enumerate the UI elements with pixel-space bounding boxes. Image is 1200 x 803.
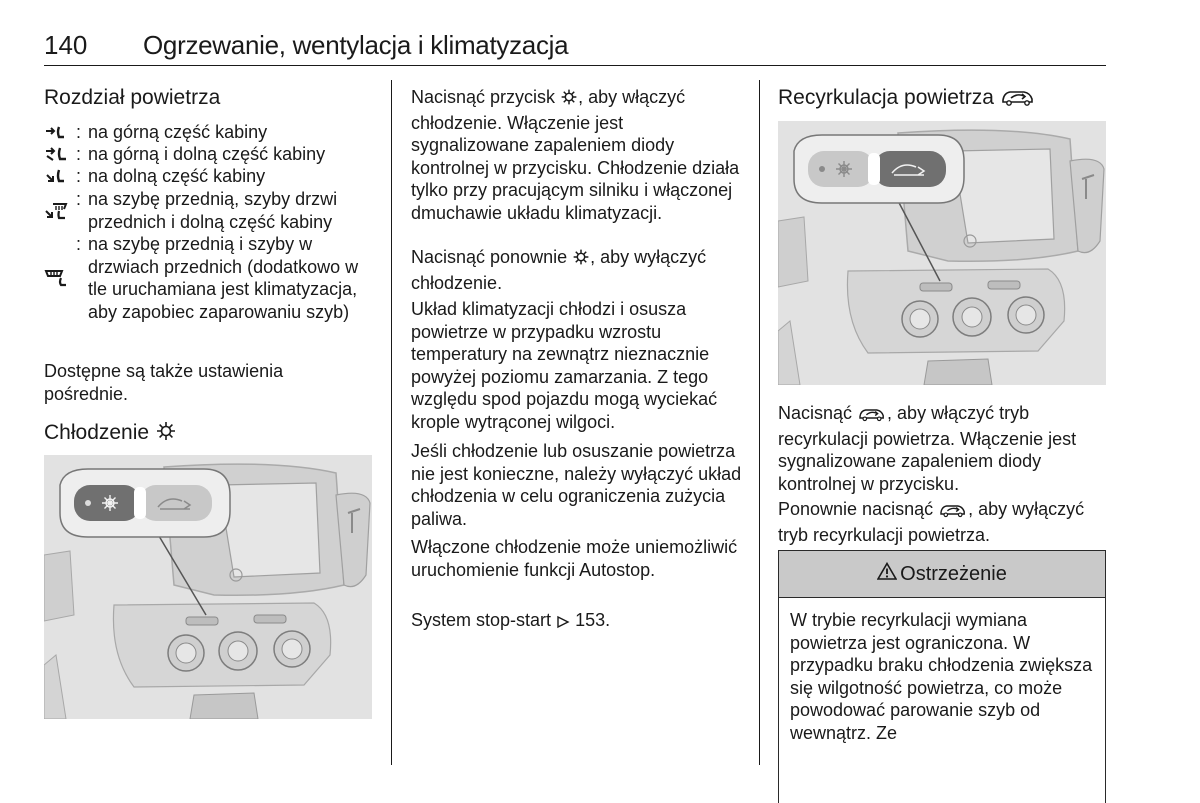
list-item-text: na górną część kabiny xyxy=(88,122,268,142)
air-lower-icon xyxy=(44,165,76,188)
cross-reference: System stop-start 153. xyxy=(411,609,746,635)
warning-triangle-icon xyxy=(877,562,900,586)
recirculation-icon xyxy=(1000,87,1036,113)
list-item-text: na szybę przednią, szyby drzwi przednich i dolną część kabiny xyxy=(88,189,338,232)
air-windscreen-lower-icon xyxy=(44,188,76,233)
recirculation-paragraph-1: Nacisnąć , aby włączyć tryb recyrkulacji powietrza. Włączenie jest sygnalizowane zapaleniem diody kontrolnej w przycisku. xyxy=(778,403,1077,494)
cooling-paragraph-2: Nacisnąć ponownie , aby wyłączyć chłodzenie. xyxy=(411,247,707,293)
page-link[interactable]: 153. xyxy=(575,610,611,630)
snowflake-icon xyxy=(560,88,578,112)
column-divider-1 xyxy=(391,80,392,765)
intermediate-settings-note: Dostępne są także ustawienia pośrednie. xyxy=(44,361,284,404)
chapter-title: Ogrzewanie, wentylacja i klimatyzacja xyxy=(143,30,569,60)
list-item-text: na szybę przednią i szyby w drzwiach przednich (dodatkowo w tle uruchamiana jest klimatyzacja, aby zapobiec zaparowaniu szyb) xyxy=(88,234,359,322)
cooling-paragraph-1: Nacisnąć przycisk , aby włączyć chłodzenie. Włączenie jest sygnalizowane zapaleniem diody kontrolnej w przycisku. Chłodzenie działa tylko przy pracującym silniku i włączonej dmuchawie układu klimatyzacji. xyxy=(411,87,740,223)
list-item-text: na dolną część kabiny xyxy=(88,166,266,186)
list-item: : na dolną część kabiny xyxy=(44,165,388,188)
cooling-paragraph-4: Jeśli chłodzenie lub osuszanie powietrza nie jest konieczne, należy wyłączyć układ chłodzenia w celu ograniczenia zużycia paliwa. xyxy=(411,441,742,529)
page-reference-arrow-icon xyxy=(556,612,570,635)
list-item: : na szybę przednią, szyby drzwi przednich i dolną część kabiny xyxy=(44,188,388,233)
recirculation-paragraph-2: Ponownie nacisnąć , aby wyłączyć tryb recyrkulacji powietrza. xyxy=(778,499,1085,545)
list-item: : na szybę przednią i szyby w drzwiach przednich (dodatkowo w tle uruchamiana jest klimatyzacja, aby zapobiec zaparowaniu szyb) xyxy=(44,233,378,323)
recirculation-icon xyxy=(938,501,968,524)
cooling-heading: Chłodzenie xyxy=(44,420,177,448)
list-item-text: na górną i dolną część kabiny xyxy=(88,144,326,164)
air-windscreen-icon xyxy=(44,233,76,323)
list-item: : na górną i dolną część kabiny xyxy=(44,143,388,166)
page-number: 140 xyxy=(44,30,88,60)
snowflake-icon xyxy=(572,248,590,272)
air-upper-icon xyxy=(44,121,76,144)
cooling-paragraph-3: Układ klimatyzacji chłodzi i osusza powietrze w przypadku wzrostu temperatury na zewnątrz nieznacznie powyżej poziomu zamarzania. Z tego względu spod pojazdu mogą wyciekać krople wytrąconej wilgoci. xyxy=(411,299,718,432)
list-item: : na górną część kabiny xyxy=(44,121,388,144)
air-upper-lower-icon xyxy=(44,143,76,166)
warning-title: Ostrzeżenie xyxy=(900,562,1007,585)
cooling-paragraph-5: Włączone chłodzenie może uniemożliwić uruchomienie funkcji Autostop. xyxy=(411,537,738,580)
recirculation-heading: Recyrkulacja powietrza xyxy=(778,86,1036,113)
warning-text: W trybie recyrkulacji wymiana powietrza jest ograniczona. W przypadku braku chłodzenia zwiększa się wilgotność powietrza, co może powodować parowanie szyb od wewnątrz. Ze xyxy=(790,610,1093,743)
column-divider-2 xyxy=(759,80,760,765)
warning-box xyxy=(778,550,1106,803)
warning-header xyxy=(779,551,1105,598)
ac-panel-illustration xyxy=(44,455,372,719)
header-rule xyxy=(44,65,1106,66)
air-distribution-heading: Rozdział powietrza xyxy=(44,86,221,109)
recirculation-panel-illustration xyxy=(778,121,1106,385)
recirculation-icon xyxy=(857,405,887,428)
snowflake-icon xyxy=(155,420,177,448)
